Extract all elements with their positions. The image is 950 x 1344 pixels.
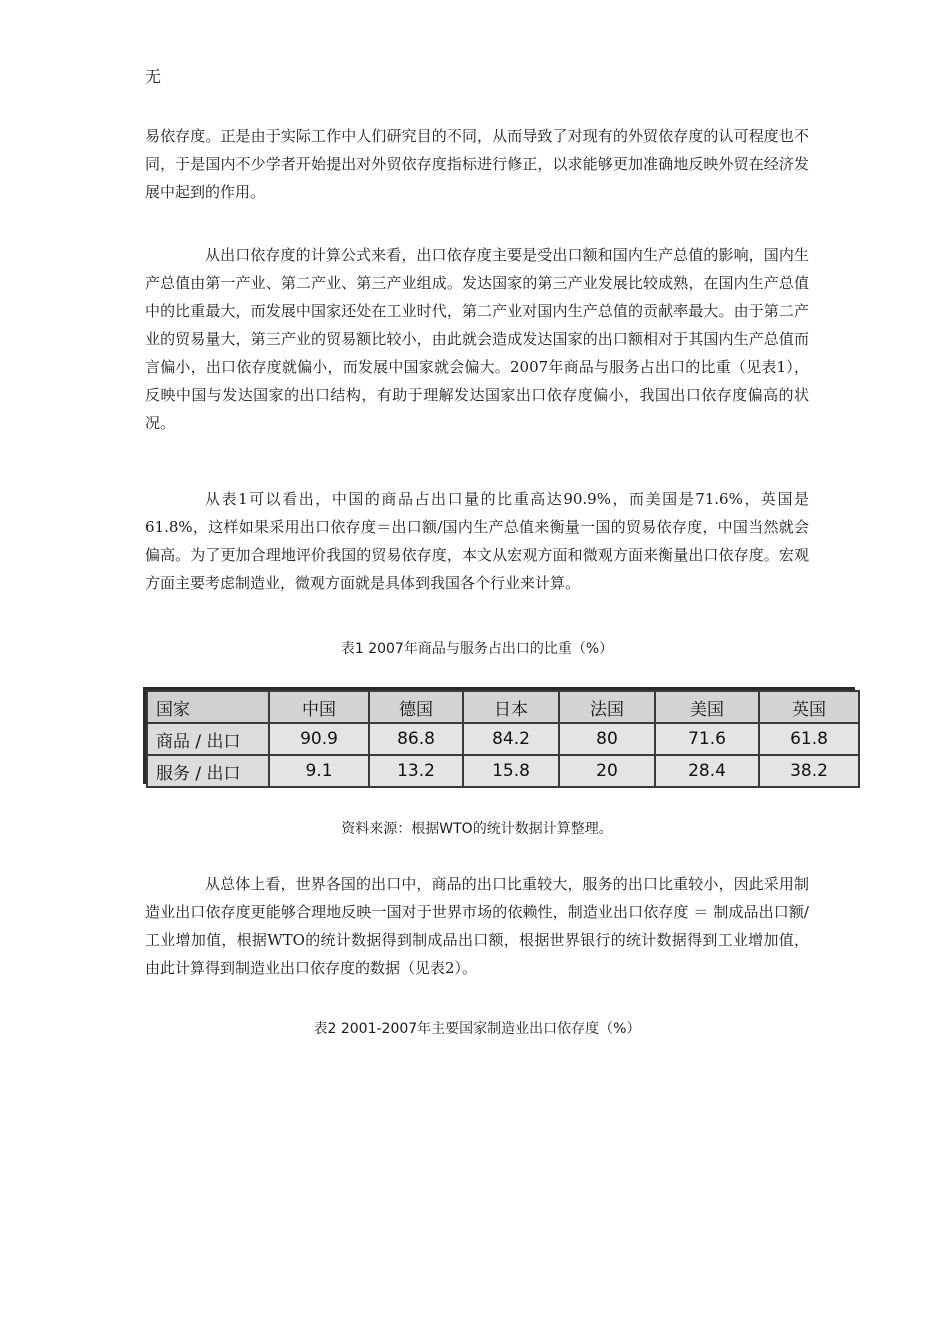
table-cell: 9.1 xyxy=(269,755,369,787)
table1-source-note: 资料来源：根据WTO的统计数据计算整理。 xyxy=(341,821,613,837)
table-cell: 90.9 xyxy=(269,723,369,755)
paragraph-2: 从出口依存度的计算公式来看，出口依存度主要是受出口额和国内生产总值的影响，国内生产总值由第一产业、第二产业、第三产业组成。发达国家的第三产业发展比较成熟，在国内生产总值中的比重最大，而发展中国家还处在工业时代，第二产业对国内生产总值的贡献率最大。由于第二产业的贸易量大，第三产业的贸易额比较小，由此就会造成发达国家的出口额相对于其国内生产总值而言偏小，出口依存度就偏小，而发展中国家就会偏大。2007年商品与服务占出口的比重（见表1），反映中国与发达国家的出口结构，有助于理解发达国家出口依存度偏小，我国出口依存度偏高的状况。 xyxy=(145,246,809,432)
table-cell: 86.8 xyxy=(369,723,463,755)
table-header-cell: 法国 xyxy=(559,691,655,723)
table-header-cell: 日本 xyxy=(463,691,559,723)
table-row xyxy=(147,755,859,787)
table-row-label: 服务 / 出口 xyxy=(147,755,269,787)
table-cell: 13.2 xyxy=(369,755,463,787)
table-cell: 28.4 xyxy=(655,755,759,787)
table-row-label: 商品 / 出口 xyxy=(147,723,269,755)
table-cell: 15.8 xyxy=(463,755,559,787)
table-cell: 71.6 xyxy=(655,723,759,755)
table-cell: 38.2 xyxy=(759,755,859,787)
header-mark: 无 xyxy=(145,67,162,86)
table1-image xyxy=(143,687,855,784)
paragraph-3: 从表1可以看出，中国的商品占出口量的比重高达90.9%，而美国是71.6%，英国是61.8%，这样如果采用出口依存度＝出口额/国内生产总值来衡量一国的贸易依存度，中国当然就会偏高。为了更加合理地评价我国的贸易依存度，本文从宏观方面和微观方面来衡量出口依存度。宏观方面主要考虑制造业，微观方面就是具体到我国各个行业来计算。 xyxy=(145,490,809,592)
table-cell: 84.2 xyxy=(463,723,559,755)
table1 xyxy=(146,690,860,788)
table-header-row xyxy=(147,691,859,723)
paragraph-1: 易依存度。正是由于实际工作中人们研究目的不同，从而导致了对现有的外贸依存度的认可程度也不同，于是国内不少学者开始提出对外贸依存度指标进行修正，以求能够更加准确地反映外贸在经济发展中起到的作用。 xyxy=(145,127,809,201)
table-header-cell: 美国 xyxy=(655,691,759,723)
table-cell: 61.8 xyxy=(759,723,859,755)
table-cell: 20 xyxy=(559,755,655,787)
paragraph-4: 从总体上看，世界各国的出口中，商品的出口比重较大，服务的出口比重较小，因此采用制造业出口依存度更能够合理地反映一国对于世界市场的依赖性，制造业出口依存度 ＝ 制成品出口额/工业增加值，根据WTO的统计数据得到制成品出口额，根据世界银行的统计数据得到工业增加值，由此计算得到制造业出口依存度的数据（见表2）。 xyxy=(145,875,809,977)
table-header-cell: 国家 xyxy=(147,691,269,723)
table-header-cell: 中国 xyxy=(269,691,369,723)
table2-caption: 表2 2001-2007年主要国家制造业出口依存度（%） xyxy=(313,1021,641,1037)
table1-caption: 表1 2007年商品与服务占出口的比重（%） xyxy=(340,641,614,657)
table-header-cell: 英国 xyxy=(759,691,859,723)
table-header-cell: 德国 xyxy=(369,691,463,723)
table-cell: 80 xyxy=(559,723,655,755)
table-row xyxy=(147,723,859,755)
